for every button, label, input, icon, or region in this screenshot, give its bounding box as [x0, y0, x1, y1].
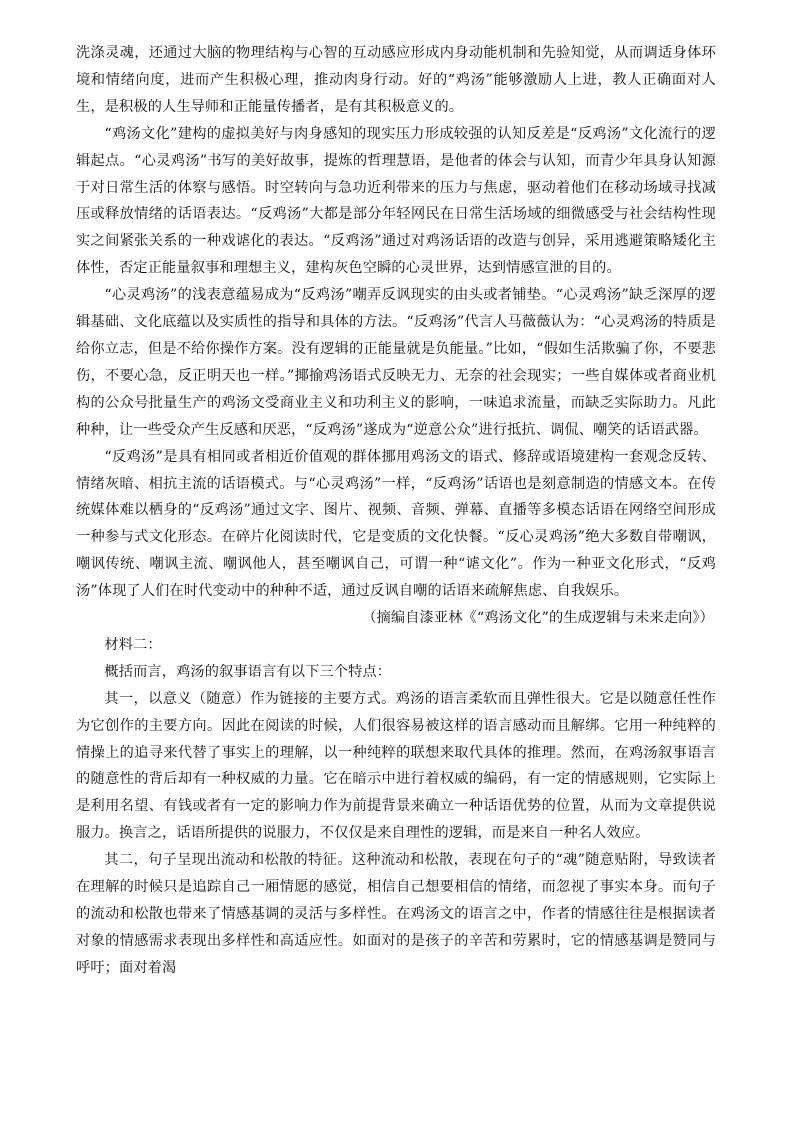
source-citation: （摘编自漆亚林《“鸡汤文化”的生成逻辑与未来走向》）: [362, 610, 714, 627]
paragraph-continuation: 洗涤灵魂，还通过大脑的物理结构与心智的互动感应形成内身动能机制和先验知觉，从而调适身体环境和情绪向度，进而产生积极心理，推动肉身行动。好的“鸡汤”能够激励人上进，教人正确面对人生，是积极的人生导师和正能量传播者，是有其积极意义的。: [76, 45, 716, 115]
paragraph-feature-two: 其二，句子呈现出流动和松散的特征。这种流动和松散，表现在句子的“魂”随意贴附，导致读者在理解的时候只是追踪自己一厢情愿的感觉，相信自己想要相信的情绪，而忽视了事实本身。而句子的流动和松散也带来了情感基调的灵活与多样性。在鸡汤文的语言之中，作者的情感往往是根据读者对象的情感需求表现出多样性和高适应性。如面对的是孩子的辛苦和劳累时，它的情感基调是赞同与呼吁；面对着渴: [76, 852, 716, 976]
paragraph-shallow-meaning: “心灵鸡汤”的浅表意蕴易成为“反鸡汤”嘲弄反讽现实的由头或者铺垫。“心灵鸡汤”缺乏深厚的逻辑基础、文化底蕴以及实质性的指导和具体的方法。“反鸡汤”代言人马薇薇认为：“心灵鸡汤的特质是给你立志，但是不给你操作方案。没有逻辑的正能量就是负能量。”比如，“假如生活欺骗了你，不要悲伤，不要心急，反正明天也一样。”揶揄鸡汤语式反映无力、无奈的社会现实；一些自媒体或者商业机构的公众号批量生产的鸡汤文受商业主义和功利主义的影响，一味追求流量，而缺乏实际助力。凡此种种，让一些受众产生反感和厌恶，“反鸡汤”遂成为“逆意公众”进行抵抗、调侃、嘲笑的话语武器。: [76, 287, 716, 438]
document-body: [76, 40, 716, 982]
material-two-heading: 材料二：: [104, 636, 162, 653]
material-two-intro: 概括而言，鸡汤的叙事语言有以下三个特点：: [104, 663, 392, 680]
paragraph-discourse-mode: “反鸡汤”是具有相同或者相近价值观的群体挪用鸡汤文的语式、修辞或语境建构一套观念反转、情绪灰暗、相抗主流的话语模式。与“心灵鸡汤”一样，“反鸡汤”话语也是刻意制造的情感文本。在传统媒体难以栖身的“反鸡汤”通过文字、图片、视频、音频、弹幕、直播等多模态话语在网络空间形成一种参与式文化形态。在碎片化阅读时代，它是变质的文化快餐。“反心灵鸡汤”绝大多数自带嘲讽，嘲讽传统、嘲讽主流、嘲讽他人，甚至嘲讽自己，可谓一种“谑文化”。作为一种亚文化形式，“反鸡汤”体现了人们在时代变动中的种种不适，通过反讽自嘲的话语来疏解焦虑、自我娱乐。: [76, 448, 716, 600]
paragraph-reverse-chicken-soup-origin: “鸡汤文化”建构的虚拟美好与肉身感知的现实压力形成较强的认知反差是“反鸡汤”文化流行的逻辑起点。“心灵鸡汤”书写的美好故事，提炼的哲理慧语，是他者的体会与认知，而青少年具身认知源于对日常生活的体察与感悟。时空转向与急功近利带来的压力与焦虑，驱动着他们在移动场域寻找减压或释放情绪的话语表达。“反鸡汤”大都是部分年轻网民在日常生活场域的细微感受与社会结构性现实之间紧张关系的一种戏谑化的表达。“反鸡汤”通过对鸡汤话语的改造与创异，采用逃避策略矮化主体性，否定正能量叙事和理想主义，建构灰色空瞬的心灵世界，达到情感宣泄的目的。: [76, 125, 716, 277]
paragraph-feature-one: 其一，以意义（随意）作为链接的主要方式。鸡汤的语言柔软而且弹性很大。它是以随意任性作为它创作的主要方向。因此在阅读的时候，人们很容易被这样的语言感动而且解绑。它用一种纯粹的情操上的追寻来代替了事实上的理解，以一种纯粹的联想来取代具体的推理。然而，在鸡汤叙事语言的随意性的背后却有一种权威的力量。它在暗示中进行着权威的编码，有一定的情感规则，它实际上是利用名望、有钱或者有一定的影响力作为前提背景来确立一种话语优势的位置，从而为文章提供说服力。换言之，话语所提供的说服力，不仅仅是来自理性的逻辑，而是来自一种名人效应。: [76, 690, 716, 842]
